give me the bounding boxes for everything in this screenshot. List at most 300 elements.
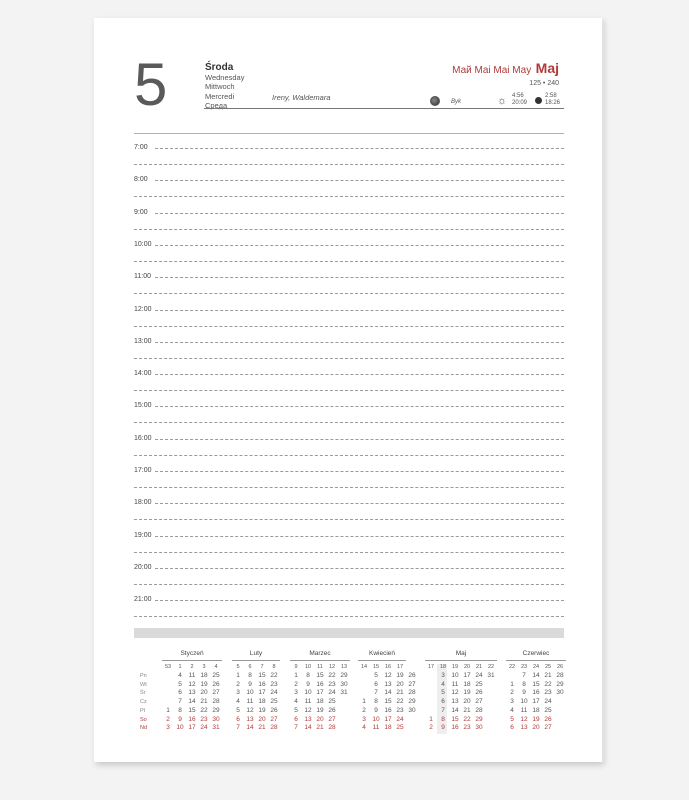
month-names (452, 60, 559, 78)
calendar-day: 10 (246, 689, 254, 697)
hour-label: 15:00 (134, 402, 152, 410)
hour-line[interactable] (155, 536, 564, 537)
calendar-day: 13 (520, 724, 528, 732)
calendar-day: 20 (463, 698, 471, 706)
calendar-day: 9 (441, 724, 445, 732)
hour-label: 12:00 (134, 305, 152, 313)
calendar-row (232, 724, 280, 731)
hour-line[interactable] (155, 406, 564, 407)
calendar-day: 25 (328, 698, 336, 706)
hour-label: 11:00 (134, 273, 151, 281)
calendar-day (358, 689, 370, 696)
day-count: 125 • 240 (529, 80, 559, 87)
calendar-day: 26 (270, 706, 278, 714)
weekday-abbr: Wt (140, 681, 147, 688)
calendar-day: 1 (236, 672, 240, 679)
calendar-day: 11 (451, 680, 459, 688)
calendar-day: 20 (258, 715, 266, 723)
mini-calendar-title: Kwiecień (368, 650, 395, 657)
mini-calendar-title: Styczeń (180, 650, 204, 657)
calendar-day: 20 (316, 715, 324, 723)
week-number: 2 (190, 664, 194, 670)
calendar-day: 14 (304, 724, 312, 732)
half-hour-line[interactable] (134, 390, 564, 391)
hour-label: 16:00 (134, 434, 152, 442)
day-name-en: Wednesday (205, 73, 245, 82)
week-numbers (162, 664, 222, 670)
calendar-day: 9 (178, 715, 182, 723)
calendar-day: 12 (188, 680, 196, 688)
calendar-day: 3 (441, 672, 445, 679)
half-hour-line[interactable] (134, 616, 564, 617)
calendar-day: 19 (200, 680, 208, 688)
calendar-day: 25 (212, 672, 220, 679)
calendar-day: 12 (520, 715, 528, 723)
week-number: 9 (294, 664, 298, 670)
calendar-day: 6 (374, 680, 378, 688)
weekday-abbr: So (140, 716, 147, 723)
week-number: 20 (463, 664, 471, 670)
mini-calendar-rule (162, 660, 222, 661)
half-hour-line[interactable] (134, 455, 564, 456)
calendar-day: 18 (384, 724, 392, 732)
calendar-day: 26 (544, 715, 552, 723)
calendar-day: 28 (408, 689, 416, 697)
calendar-day: 21 (258, 724, 266, 732)
calendar-day: 4 (510, 706, 514, 714)
calendar-row (162, 716, 222, 723)
calendar-day: 31 (212, 724, 220, 732)
calendar-row (162, 681, 222, 688)
calendar-row (358, 672, 418, 679)
week-number: 6 (248, 664, 252, 670)
moonset-time: 18:26 (545, 100, 561, 106)
week-number: 8 (272, 664, 276, 670)
week-number: 26 (556, 664, 564, 670)
calendar-day (338, 724, 350, 731)
calendar-day: 16 (384, 706, 392, 714)
calendar-day: 28 (328, 724, 336, 732)
calendar-day (554, 724, 566, 731)
calendar-day (358, 681, 370, 688)
calendar-day: 8 (522, 680, 526, 688)
calendar-day: 22 (328, 672, 336, 679)
half-hour-line[interactable] (134, 552, 564, 553)
calendar-row (506, 689, 566, 696)
calendar-day: 7 (236, 724, 240, 732)
mini-calendar-rule (506, 660, 566, 661)
hour-line[interactable] (155, 471, 564, 472)
calendar-row (358, 698, 418, 705)
calendar-day: 4 (294, 698, 298, 706)
calendar-day: 13 (188, 689, 196, 697)
week-number: 53 (164, 664, 172, 670)
mini-calendar-rule (232, 660, 280, 661)
calendar-day: 3 (294, 689, 298, 697)
calendar-day: 1 (294, 672, 298, 679)
calendar-day: 6 (510, 724, 514, 732)
calendar-day: 1 (166, 706, 170, 714)
calendar-day: 23 (200, 715, 208, 723)
calendar-day (485, 724, 497, 731)
calendar-day: 1 (362, 698, 366, 706)
week-number: 14 (360, 664, 368, 670)
hour-line[interactable] (155, 310, 564, 311)
hour-line[interactable] (155, 374, 564, 375)
calendar-day (406, 716, 418, 723)
calendar-row (506, 681, 566, 688)
week-number: 4 (214, 664, 218, 670)
calendar-row (162, 698, 222, 705)
calendar-day: 29 (475, 715, 483, 723)
hour-label: 21:00 (134, 596, 152, 604)
calendar-day: 18 (200, 672, 208, 679)
calendar-day: 12 (384, 672, 392, 679)
page-edge (602, 22, 605, 762)
calendar-day: 14 (246, 724, 254, 732)
calendar-day: 29 (408, 698, 416, 706)
calendar-day: 31 (340, 689, 348, 697)
calendar-row (425, 716, 497, 723)
week-numbers (425, 664, 497, 670)
calendar-row (162, 707, 222, 714)
calendar-day: 16 (532, 689, 540, 697)
calendar-day (162, 689, 174, 696)
half-hour-line[interactable] (134, 584, 564, 585)
hour-line[interactable] (155, 342, 564, 343)
half-hour-line[interactable] (134, 326, 564, 327)
calendar-day: 19 (463, 689, 471, 697)
week-numbers (358, 664, 406, 670)
week-number: 17 (427, 664, 435, 670)
calendar-day: 5 (510, 715, 514, 723)
hour-line[interactable] (155, 213, 564, 214)
calendar-day: 7 (441, 706, 445, 714)
calendar-day: 5 (236, 706, 240, 714)
calendar-day: 21 (316, 724, 324, 732)
calendar-day: 8 (441, 715, 445, 723)
hour-line[interactable] (155, 503, 564, 504)
calendar-row (358, 689, 418, 696)
calendar-day: 11 (372, 724, 380, 732)
calendar-day: 15 (532, 680, 540, 688)
calendar-day: 7 (522, 672, 526, 679)
calendar-day: 1 (510, 680, 514, 688)
zodiac-icon (430, 96, 440, 106)
calendar-day: 6 (294, 715, 298, 723)
calendar-day: 9 (522, 689, 526, 697)
calendar-day: 24 (270, 689, 278, 697)
hour-line[interactable] (155, 277, 564, 278)
calendar-day (162, 681, 174, 688)
calendar-day: 21 (396, 689, 404, 697)
calendar-day: 12 (451, 689, 459, 697)
hour-line[interactable] (155, 439, 564, 440)
calendar-day: 7 (294, 724, 298, 732)
moonrise-time: 2:58 (545, 93, 557, 99)
sun-times (512, 93, 527, 107)
week-number: 17 (396, 664, 404, 670)
calendar-day: 21 (200, 698, 208, 706)
hour-line[interactable] (155, 148, 564, 149)
calendar-day: 22 (544, 680, 552, 688)
calendar-day: 12 (246, 706, 254, 714)
calendar-day: 30 (475, 724, 483, 732)
calendar-day (338, 716, 350, 723)
hour-label: 14:00 (134, 370, 152, 378)
calendar-row (290, 698, 350, 705)
calendar-day: 26 (328, 706, 336, 714)
calendar-day: 11 (304, 698, 312, 706)
calendar-day: 27 (408, 680, 416, 688)
calendar-row (506, 698, 566, 705)
calendar-day: 23 (396, 706, 404, 714)
calendar-day: 28 (475, 706, 483, 714)
calendar-day: 8 (306, 672, 310, 679)
calendar-day: 19 (316, 706, 324, 714)
calendar-day: 13 (246, 715, 254, 723)
week-number: 23 (520, 664, 528, 670)
hour-line[interactable] (155, 245, 564, 246)
calendar-day: 29 (340, 672, 348, 679)
sunrise-time: 4:56 (512, 93, 524, 99)
calendar-day: 25 (475, 680, 483, 688)
calendar-day: 15 (188, 706, 196, 714)
calendar-day: 16 (316, 680, 324, 688)
hour-line[interactable] (155, 180, 564, 181)
calendar-day: 17 (463, 672, 471, 679)
calendar-day: 30 (340, 680, 348, 688)
calendar-day (425, 672, 437, 679)
calendar-row (506, 716, 566, 723)
calendar-day (162, 672, 174, 679)
sunset-time: 20:09 (512, 100, 528, 106)
mini-calendar-title: Czerwiec (522, 650, 550, 657)
half-hour-line[interactable] (134, 229, 564, 230)
calendar-row (358, 716, 418, 723)
calendar-day (425, 698, 437, 705)
calendar-day: 25 (396, 724, 404, 732)
calendar-day (162, 698, 174, 705)
calendar-day: 5 (178, 680, 182, 688)
calendar-day: 24 (328, 689, 336, 697)
calendar-day: 23 (544, 689, 552, 697)
calendar-day: 8 (374, 698, 378, 706)
week-number: 11 (317, 664, 323, 670)
hour-label: 20:00 (134, 563, 152, 571)
calendar-day: 18 (316, 698, 324, 706)
calendar-day: 11 (246, 698, 254, 706)
hour-line[interactable] (155, 568, 564, 569)
half-hour-line[interactable] (134, 196, 564, 197)
calendar-day: 11 (520, 706, 528, 714)
calendar-day: 29 (556, 680, 564, 688)
calendar-row (358, 707, 418, 714)
calendar-day: 27 (270, 715, 278, 723)
calendar-day: 2 (294, 680, 298, 688)
calendar-day: 13 (304, 715, 312, 723)
calendar-day: 19 (396, 672, 404, 679)
calendar-day (425, 681, 437, 688)
calendar-day (425, 707, 437, 714)
week-number: 3 (202, 664, 206, 670)
calendar-day: 30 (408, 706, 416, 714)
calendar-day: 6 (441, 698, 445, 706)
calendar-day: 27 (475, 698, 483, 706)
calendar-day: 28 (270, 724, 278, 732)
sun-icon: ☼ (497, 95, 508, 107)
calendar-day: 18 (532, 706, 540, 714)
calendar-band (134, 628, 564, 638)
calendar-day: 10 (372, 715, 380, 723)
calendar-day (338, 698, 350, 705)
calendar-day: 5 (294, 706, 298, 714)
mini-calendar-title: Luty (249, 650, 263, 657)
hour-label: 8:00 (134, 176, 148, 184)
mini-calendar-title: Maj (455, 650, 467, 657)
hour-label: 17:00 (134, 467, 152, 474)
calendar-row (232, 716, 280, 723)
calendar-day: 15 (258, 672, 266, 679)
calendar-day: 10 (520, 698, 528, 706)
calendar-day: 22 (270, 672, 278, 679)
calendar-day: 23 (270, 680, 278, 688)
calendar-row (162, 672, 222, 679)
calendar-day: 13 (384, 680, 392, 688)
calendar-row (162, 689, 222, 696)
calendar-day: 4 (441, 680, 445, 688)
calendar-day: 9 (374, 706, 378, 714)
week-numbers (290, 664, 350, 670)
calendar-day: 1 (429, 715, 433, 723)
half-hour-line[interactable] (134, 261, 564, 262)
calendar-day: 17 (316, 689, 324, 697)
week-number: 22 (487, 664, 495, 670)
calendar-day: 11 (188, 672, 196, 679)
week-number: 1 (178, 664, 182, 670)
half-hour-line[interactable] (134, 422, 564, 423)
calendar-row (290, 689, 350, 696)
month-names-other: Май Mai Mai May (452, 65, 532, 76)
calendar-day: 7 (178, 698, 182, 706)
week-number: 16 (384, 664, 392, 670)
calendar-day: 3 (510, 698, 514, 706)
calendar-day: 5 (441, 689, 445, 697)
calendar-day: 16 (258, 680, 266, 688)
half-hour-line[interactable] (134, 293, 564, 294)
calendar-day: 2 (166, 715, 170, 723)
calendar-day: 13 (451, 698, 459, 706)
calendar-day: 4 (236, 698, 240, 706)
hour-label: 18:00 (134, 499, 152, 507)
half-hour-line[interactable] (134, 519, 564, 520)
calendar-day: 24 (396, 715, 404, 723)
calendar-day (554, 707, 566, 714)
hour-label: 9:00 (134, 208, 148, 216)
calendar-day: 15 (384, 698, 392, 706)
calendar-row (232, 689, 280, 696)
calendar-row (425, 698, 497, 705)
day-name-polish: Środa (205, 62, 234, 73)
calendar-day: 10 (176, 724, 184, 732)
calendar-day (485, 689, 497, 696)
calendar-day (406, 724, 418, 731)
weekday-abbr: Pt (140, 707, 146, 714)
calendar-day: 15 (316, 672, 324, 679)
calendar-day: 20 (532, 724, 540, 732)
hour-label: 13:00 (134, 337, 152, 345)
calendar-row (290, 707, 350, 714)
calendar-day: 27 (544, 724, 552, 732)
half-hour-line[interactable] (134, 487, 564, 488)
half-hour-line[interactable] (134, 164, 564, 165)
calendar-day: 24 (544, 698, 552, 706)
calendar-row (232, 681, 280, 688)
half-hour-line[interactable] (134, 358, 564, 359)
week-number: 22 (508, 664, 516, 670)
mini-calendar-title: Marzec (309, 650, 331, 657)
calendar-row (425, 689, 497, 696)
nameday: Ireny, Waldemara (272, 93, 331, 102)
zodiac-label: Byk (451, 99, 462, 105)
calendar-day (425, 689, 437, 696)
calendar-day: 22 (200, 706, 208, 714)
calendar-day: 9 (248, 680, 252, 688)
calendar-day: 27 (212, 689, 220, 697)
calendar-day: 14 (451, 706, 459, 714)
week-number: 13 (340, 664, 348, 670)
calendar-day: 28 (212, 698, 220, 706)
weekday-abbreviations (140, 672, 147, 733)
calendar-day: 22 (463, 715, 471, 723)
calendar-row (358, 724, 418, 731)
calendar-day (554, 716, 566, 723)
moon-times (545, 93, 560, 107)
calendar-day: 17 (258, 689, 266, 697)
day-name-ru: Среда (205, 101, 228, 111)
moon-icon (535, 97, 542, 104)
calendar-day: 26 (408, 672, 416, 679)
calendar-day: 21 (544, 672, 552, 679)
calendar-day (358, 672, 370, 679)
week-number: 15 (372, 664, 380, 670)
calendar-day (485, 707, 497, 714)
calendar-day: 15 (451, 715, 459, 723)
calendar-day: 9 (306, 680, 310, 688)
hour-label: 19:00 (134, 531, 152, 539)
calendar-day (554, 698, 566, 705)
calendar-row (425, 681, 497, 688)
calendar-day: 6 (178, 689, 182, 697)
calendar-row (290, 672, 350, 679)
calendar-day: 30 (212, 715, 220, 723)
calendar-day: 19 (532, 715, 540, 723)
calendar-row (506, 724, 566, 731)
weekday-abbr: Pn (140, 673, 147, 679)
calendar-day: 3 (236, 689, 240, 697)
calendar-day: 23 (463, 724, 471, 732)
calendar-day: 12 (304, 706, 312, 714)
calendar-day: 8 (248, 672, 252, 679)
calendar-day (485, 716, 497, 723)
weekday-abbr: Śr (140, 690, 146, 697)
calendar-row (232, 672, 280, 679)
calendar-row (425, 672, 497, 679)
calendar-day: 4 (362, 724, 366, 732)
month-name-main: Maj (535, 60, 559, 76)
calendar-row (232, 707, 280, 714)
hour-line[interactable] (155, 600, 564, 601)
